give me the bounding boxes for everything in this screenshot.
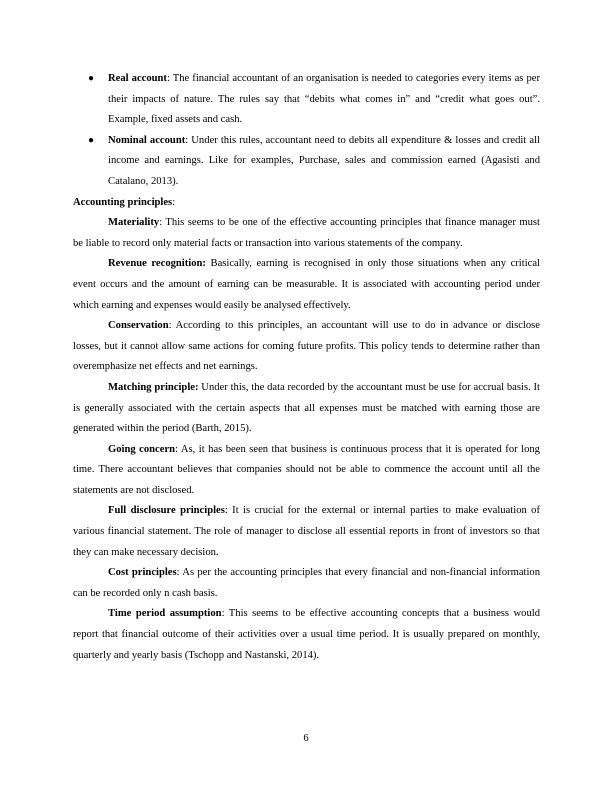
principle-term: Full disclosure principles <box>108 505 225 517</box>
principle-term: Revenue recognition: <box>108 258 206 270</box>
page-number: 6 <box>303 733 309 744</box>
principle-term: Conservation <box>108 320 169 332</box>
principle-text: : As, it has been seen that business is continuous process that it is operated for long time. There accountant believes that companies should not be able to commence the account until all the statements are not disclosed. <box>73 443 540 496</box>
principle-text: : It is crucial for the external or internal parties to make evaluation of various financial statement. The role of manager to disclose all essential reports in front of investors so that they can make necessary decision. <box>73 505 540 558</box>
paragraph-cost-principles <box>73 563 540 604</box>
account-types-list <box>73 69 540 193</box>
principle-text: Under this, the data recorded by the accountant must be use for accrual basis. It is generally associated with the certain aspects that all expenses must be matched with earning those are generated within the period (Barth, 2015). <box>73 381 540 435</box>
bullet-text: : The financial accountant of an organisation is needed to categories every items as per their impacts of nature. The rules say that “debits what comes in” and “credit what goes out”. Example, fixed assets and cash. <box>108 73 540 126</box>
bullet-term: Real account <box>108 73 167 84</box>
principle-text: : This seems to be one of the effective accounting principles that finance manager must be liable to record only material facts or transaction into various statements of the company. <box>73 217 540 249</box>
principle-text: : This seems to be effective accounting concepts that a business would report that financial outcome of their activities over a usual time period. It is usually prepared on monthly, quarterly and yearly basis (Tschopp and Nastanski, 2014). <box>73 608 540 661</box>
paragraph-revenue-recognition <box>73 254 540 316</box>
paragraph-conservation <box>73 316 540 378</box>
principle-term: Time period assumption <box>108 608 222 620</box>
list-item <box>73 131 540 193</box>
list-item <box>73 69 540 131</box>
section-heading-colon: : <box>172 196 176 208</box>
bullet-text: : Under this rules, accountant need to debits all expenditure & losses and credit all income and earnings. Like for examples, Purchase, sales and commission earned (Agasisti and Catalano, 2013). <box>108 134 540 187</box>
principle-term: Matching principle: <box>108 381 199 393</box>
principle-term: Materiality <box>108 217 160 229</box>
paragraph-going-concern <box>73 440 540 502</box>
principle-text: : According to this principles, an accountant will use to do in advance or disclose losses, but it cannot allow same actions for coming future profits. This policy tends to determine rather than overemphasize net effects and net earnings. <box>73 320 540 373</box>
bullet-icon: ● <box>88 73 95 84</box>
principle-text: : As per the accounting principles that every financial and non-financial information can be recorded only n cash basis. <box>73 567 540 599</box>
paragraph-time-period <box>73 604 540 666</box>
principle-term: Going concern <box>108 443 176 455</box>
bullet-term: Nominal account <box>108 134 186 146</box>
bullet-icon: ● <box>88 134 95 146</box>
section-heading-text: Accounting principles <box>73 196 173 208</box>
paragraph-full-disclosure <box>73 501 540 563</box>
paragraph-matching-principle <box>73 378 540 440</box>
principle-text: Basically, earning is recognised in only those situations when any critical event occurs and the amount of earning can be measurable. It is associated with accounting period under which earning and expenses would easily be analysed effectively. <box>73 258 540 311</box>
paragraph-materiality <box>73 213 540 254</box>
principle-term: Cost principles <box>108 567 177 579</box>
section-heading <box>73 193 540 214</box>
page-content <box>73 69 540 666</box>
